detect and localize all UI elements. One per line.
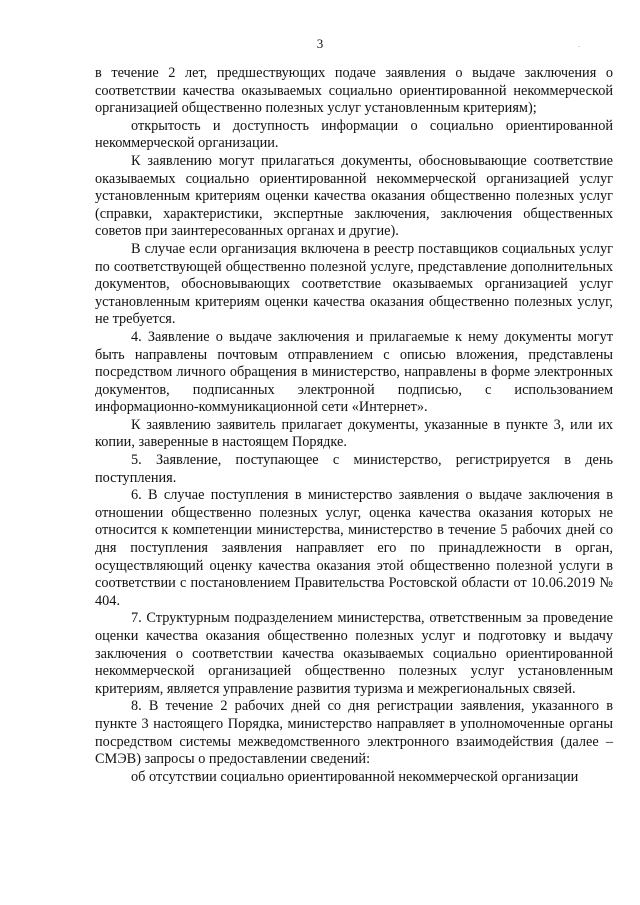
paragraph-openness: открытость и доступность информации о социально ориентированной некоммерческой организации.	[95, 117, 613, 152]
paragraph-item-7: 7. Структурным подразделением министерства, ответственным за проведение оценки качества оказания общественно полезных услуг и подготовку и выдачу заключения о соответствии качества оказываемых социально ориентированной некоммерческой организацией общественно полезных услуг установленным критериям, является управление развития туризма и межрегиональных связей.	[95, 610, 613, 697]
paragraph-item-6: 6. В случае поступления в министерство заявления о выдаче заключения в отношении общественно полезных услуг, оценка качества оказания которых не относится к компетенции министерства, министерство в течение 5 рабочих дней со дня поступления заявления направляет его по принадлежности в орган, осуществляющий оценку качества оказания этой общественно полезной услуги в соответствии с постановлением Правительства Ростовской области от 10.06.2019 № 404.	[95, 487, 613, 609]
paragraph-item-5: 5. Заявление, поступающее с министерство, регистрируется в день поступления.	[95, 452, 613, 486]
document-body	[95, 65, 613, 786]
paragraph-applicant-documents: К заявлению заявитель прилагает документы, указанные в пункте 3, или их копии, заверенные в настоящем Порядке.	[95, 416, 613, 451]
paragraph-item-4: 4. Заявление о выдаче заключения и прилагаемые к нему документы могут быть направлены почтовым отправлением с описью вложения, представлены посредством личного обращения в министерство, направлены в форме электронных документов, подписанных электронной подписью, с использованием информационно-коммуникационной сети «Интернет».	[95, 328, 613, 416]
paragraph-criteria-continuation: в течение 2 лет, предшествующих подаче заявления о выдаче заключения о соответствии качества оказываемых социально ориентированной некоммерческой организацией общественно полезных услуг установленным критериям);	[95, 65, 613, 117]
paragraph-attached-documents: К заявлению могут прилагаться документы, обосновывающие соответствие оказываемых социально ориентированной некоммерческой организацией услуг установленным критериям оценки качества оказания общественно полезных услуг (справки, характеристики, экспертные заключения, заключения общественных советов при заинтересованных органах и другие).	[95, 152, 613, 240]
corner-mark: .	[578, 40, 580, 49]
paragraph-item-8: 8. В течение 2 рабочих дней со дня регистрации заявления, указанного в пункте 3 настоящего Порядка, министерство направляет в уполномоченные органы посредством системы межведомственного электронного взаимодействия (далее – СМЭВ) запросы о предоставлении сведений:	[95, 698, 613, 768]
paragraph-registry-exemption: В случае если организация включена в реестр поставщиков социальных услуг по соответствующей общественно полезной услуге, представление дополнительных документов, обосновывающих соответствие оказываемых организацией услуг установленным критериям оценки качества оказания общественно полезных услуг, не требуется.	[95, 240, 613, 328]
paragraph-absence: об отсутствии социально ориентированной некоммерческой организации	[131, 768, 579, 785]
page-number: 3	[316, 36, 324, 51]
